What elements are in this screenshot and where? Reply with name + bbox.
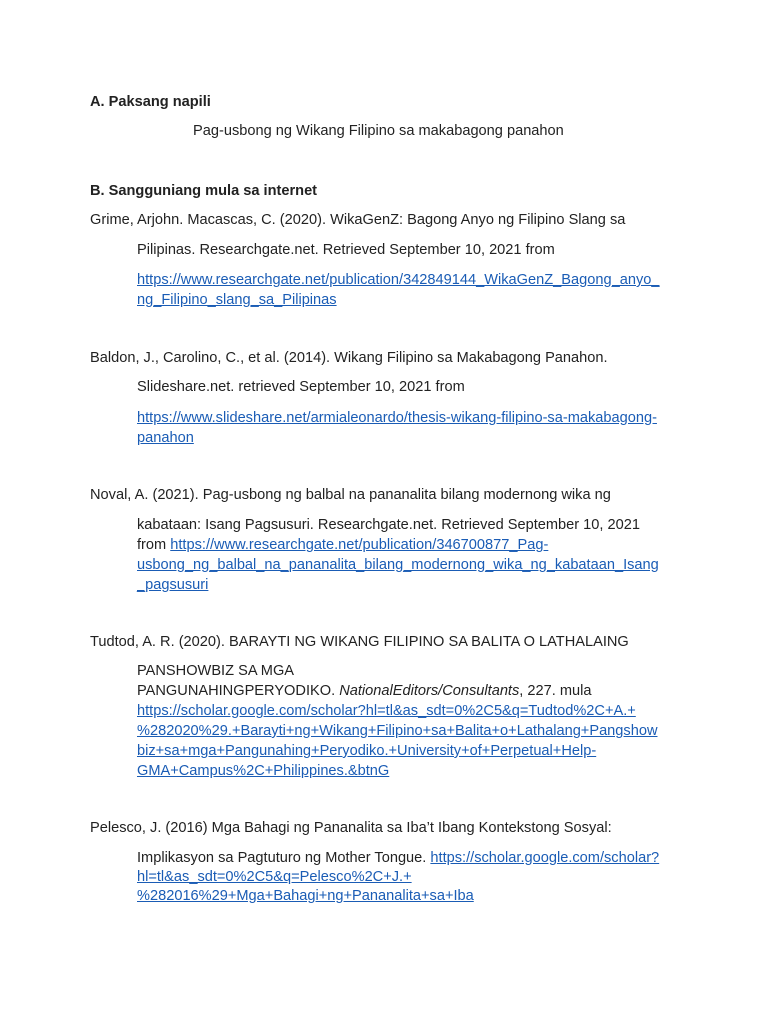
ref3-link-line3[interactable]: _pagsusuri [137,577,209,593]
ref4-line3 [137,681,592,701]
section-a-heading: A. Paksang napili [90,94,211,110]
ref4-line1: Tudtod, A. R. (2020). BARAYTI NG WIKANG FILIPINO SA BALITA O LATHALAING [90,634,629,650]
ref5-line2 [137,848,659,868]
ref4-journal: NationalEditors/Consultants [339,683,520,699]
ref4-link-line1[interactable]: https://scholar.google.com/scholar?hl=tl&as_sdt=0%2C5&q=Tudtod%2C+A.+ [137,703,636,719]
ref1-line2: Pilipinas. Researchgate.net. Retrieved September 10, 2021 from [137,242,555,258]
ref3-link-line2[interactable]: usbong_ng_balbal_na_pananalita_bilang_modernong_wika_ng_kabataan_Isang [137,557,659,573]
ref5-text: Implikasyon sa Pagtuturo ng Mother Tongue. [137,850,431,866]
ref5-link-line3[interactable]: %282016%29+Mga+Bahagi+ng+Pananalita+sa+Iba [137,888,474,904]
ref2-line1: Baldon, J., Carolino, C., et al. (2014). Wikang Filipino sa Makabagong Panahon. [90,350,608,366]
ref4-link-line2[interactable]: %282020%29.+Barayti+ng+Wikang+Filipino+sa+Balita+o+Lathalang+Pangshow [137,723,658,739]
ref4-line2: PANSHOWBIZ SA MGA [137,663,295,679]
ref4-page-mula: , 227. mula [519,683,592,699]
ref1-line1: Grime, Arjohn. Macascas, C. (2020). WikaGenZ: Bagong Anyo ng Filipino Slang sa [90,212,626,228]
section-b-heading: B. Sangguniang mula sa internet [90,183,318,199]
ref3-from-text: from [137,537,171,553]
ref3-line2: kabataan: Isang Pagsusuri. Researchgate.net. Retrieved September 10, 2021 [137,517,640,533]
ref2-link-line1[interactable]: https://www.slideshare.net/armialeonardo/thesis-wikang-filipino-sa-makabagong- [137,410,657,426]
ref4-link-line3[interactable]: biz+sa+mga+Pangunahing+Peryodiko.+University+of+Perpetual+Help- [137,743,597,759]
ref5-line1: Pelesco, J. (2016) Mga Bahagi ng Pananalita sa Iba’t Ibang Kontekstong Sosyal: [90,820,612,836]
ref1-link-line1[interactable]: https://www.researchgate.net/publication/342849144_WikaGenZ_Bagong_anyo_ [137,272,660,288]
ref4-title-end: PANGUNAHINGPERYODIKO. [137,683,340,699]
ref2-line2: Slideshare.net. retrieved September 10, 2021 from [137,379,465,395]
ref3-link-line1[interactable]: https://www.researchgate.net/publication/346700877_Pag- [170,537,549,553]
ref4-link-line4[interactable]: GMA+Campus%2C+Philippines.&btnG [137,763,390,779]
ref5-link-line1[interactable]: https://scholar.google.com/scholar? [430,850,660,866]
chosen-topic: Pag-usbong ng Wikang Filipino sa makabagong panahon [193,123,564,139]
ref1-link-line2[interactable]: ng_Filipino_slang_sa_Pilipinas [137,292,337,308]
ref2-link-line2[interactable]: panahon [137,430,194,446]
ref3-line1: Noval, A. (2021). Pag-usbong ng balbal na pananalita bilang modernong wika ng [90,487,611,503]
ref5-link-line2[interactable]: hl=tl&as_sdt=0%2C5&q=Pelesco%2C+J.+ [137,869,412,885]
ref3-line3 [137,535,548,555]
